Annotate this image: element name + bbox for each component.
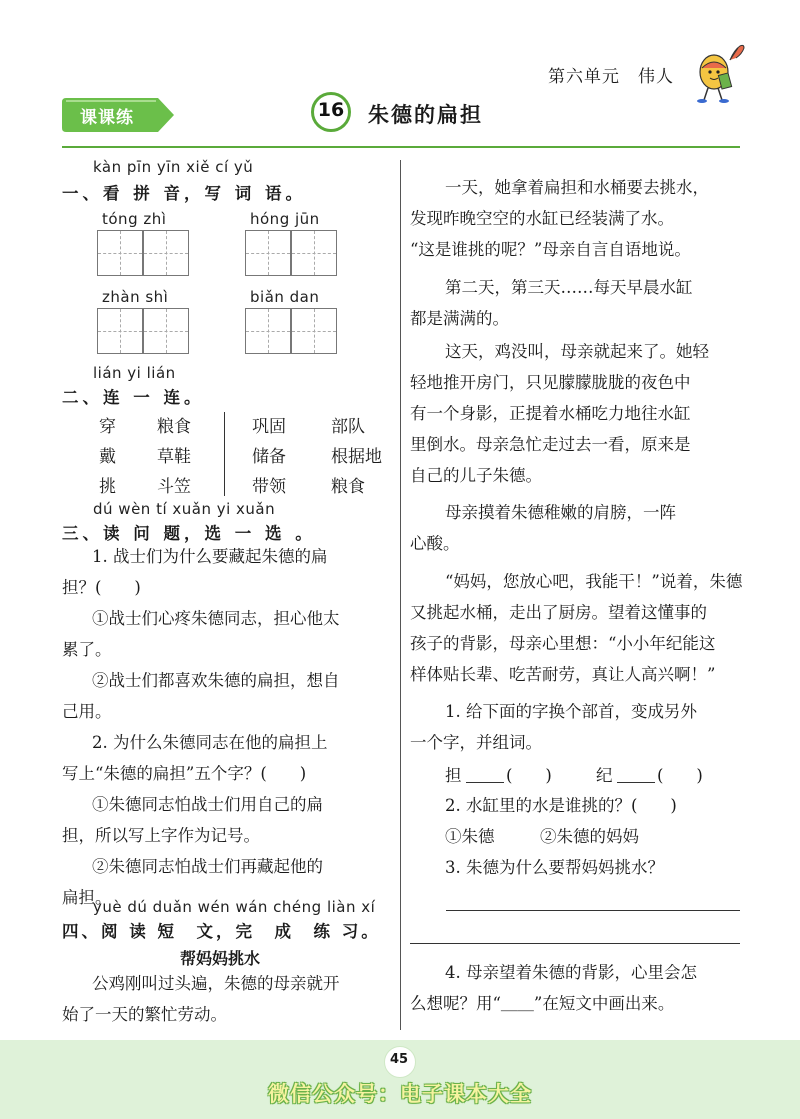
answer-paren[interactable]: ( ) xyxy=(657,766,703,785)
passage-text: 孩子的背影，母亲心里想：“小小年纪能这 xyxy=(410,634,716,653)
match-word[interactable]: 巩固 xyxy=(252,417,286,437)
passage-text: 都是满满的。 xyxy=(410,309,509,328)
passage-text: 轻地推开房门，只见朦朦胧胧的夜色中 xyxy=(410,373,691,392)
match-word[interactable]: 根据地 xyxy=(331,447,382,467)
match-word[interactable]: 粮食 xyxy=(157,417,191,437)
question-text: 1. 给下面的字换个部首，变成另外 xyxy=(445,702,697,721)
answer-paren[interactable]: ( ) xyxy=(506,766,552,785)
option-text: ①朱德 xyxy=(445,827,495,846)
passage-text: 又挑起水桶，走出了厨房。望着这懂事的 xyxy=(410,603,707,622)
radical-char: 纪 xyxy=(596,766,613,785)
answer-line[interactable] xyxy=(446,910,740,911)
writing-box[interactable] xyxy=(143,308,189,354)
option-text: ②朱德的妈妈 xyxy=(540,827,639,846)
column-divider xyxy=(400,160,401,1030)
match-word[interactable]: 部队 xyxy=(331,417,365,437)
passage-text: 这天，鸡没叫，母亲就起来了。她轻 xyxy=(445,342,709,361)
passage-text: “妈妈，您放心吧，我能干！”说着，朱德 xyxy=(445,572,743,591)
writing-box[interactable] xyxy=(97,230,143,276)
match-word[interactable]: 穿 xyxy=(99,417,116,437)
match-word[interactable]: 粮食 xyxy=(331,477,365,497)
writing-box[interactable] xyxy=(97,308,143,354)
passage-text: 有一个身影，正提着水桶吃力地往水缸 xyxy=(410,404,691,423)
section1-title: 一、看 拼 音，写 词 语。 xyxy=(62,184,306,203)
word-pinyin-1: tóng zhì xyxy=(102,210,167,228)
match-word[interactable]: 挑 xyxy=(99,477,116,497)
passage-title: 帮妈妈挑水 xyxy=(180,949,261,968)
option-text: 扁担。 xyxy=(62,888,112,907)
option-text: ①战士们心疼朱德同志，担心他太 xyxy=(92,609,340,628)
question-text: 2. 为什么朱德同志在他的扁担上 xyxy=(92,733,328,752)
option-text: 担，所以写上字作为记号。 xyxy=(62,826,260,845)
section2-title: 二、连 一 连。 xyxy=(62,388,205,407)
match-word[interactable]: 草鞋 xyxy=(157,447,191,467)
passage-text: 一天，她拿着扁担和水桶要去挑水， xyxy=(445,178,709,197)
passage-text: 里倒水。母亲急忙走过去一看，原来是 xyxy=(410,435,691,454)
passage-text: 公鸡刚叫过头遍，朱德的母亲就开 xyxy=(92,974,340,993)
page-number: 45 xyxy=(389,1052,409,1067)
answer-line[interactable] xyxy=(466,782,504,783)
passage-text: “这是谁挑的呢？”母亲自言自语地说。 xyxy=(410,240,691,259)
passage-text: 始了一天的繁忙劳动。 xyxy=(62,1005,227,1024)
writing-box[interactable] xyxy=(245,230,291,276)
passage-text: 自己的儿子朱德。 xyxy=(410,466,542,485)
lesson-number: 16 xyxy=(317,99,345,121)
section4-title: 四、阅 读 短 文，完 成 练 习。 xyxy=(62,922,381,941)
answer-line[interactable] xyxy=(410,943,740,944)
header-divider xyxy=(62,146,740,148)
passage-text: 母亲摸着朱德稚嫩的肩膀，一阵 xyxy=(445,503,676,522)
passage-text: 心酸。 xyxy=(410,534,460,553)
answer-line[interactable] xyxy=(617,782,655,783)
word-pinyin-3: zhàn shì xyxy=(102,288,169,306)
option-text: 累了。 xyxy=(62,640,112,659)
writing-box[interactable] xyxy=(291,308,337,354)
watermark-text: 微信公众号：电子课本大全 xyxy=(268,1082,532,1106)
section1-pinyin: kàn pīn yīn xiě cí yǔ xyxy=(93,158,254,176)
match-divider xyxy=(224,412,225,496)
section3-title: 三、读 问 题，选 一 选 。 xyxy=(62,524,316,543)
passage-text: 发现昨晚空空的水缸已经装满了水。 xyxy=(410,209,674,228)
match-word[interactable]: 带领 xyxy=(252,477,286,497)
section2-pinyin: lián yi lián xyxy=(93,364,176,382)
option-text: 己用。 xyxy=(62,702,112,721)
match-word[interactable]: 斗笠 xyxy=(157,477,191,497)
lesson-badge: 课课练 xyxy=(80,108,134,128)
writing-box[interactable] xyxy=(291,230,337,276)
passage-text: 样体贴长辈、吃苦耐劳，真让人高兴啊！” xyxy=(410,665,716,684)
option-text: ①朱德同志怕战士们用自己的扁 xyxy=(92,795,323,814)
question-text: 一个字，并组词。 xyxy=(410,733,542,752)
match-word[interactable]: 储备 xyxy=(252,447,286,467)
radical-char: 担 xyxy=(445,766,462,785)
match-word[interactable]: 戴 xyxy=(99,447,116,467)
question-text[interactable]: 写上“朱德的扁担”五个字？( ) xyxy=(62,764,307,783)
question-text: 4. 母亲望着朱德的背影，心里会怎 xyxy=(445,963,697,982)
section3-pinyin: dú wèn tí xuǎn yi xuǎn xyxy=(93,500,276,518)
option-text: ②朱德同志怕战士们再藏起他的 xyxy=(92,857,323,876)
question-text: 么想呢？用“＿＿”在短文中画出来。 xyxy=(410,994,675,1013)
question-text: 3. 朱德为什么要帮妈妈挑水？ xyxy=(445,858,664,877)
writing-box[interactable] xyxy=(245,308,291,354)
writing-box[interactable] xyxy=(143,230,189,276)
option-text: ②战士们都喜欢朱德的扁担，想自 xyxy=(92,671,340,690)
section4-pinyin: yuè dú duǎn wén wán chéng liàn xí xyxy=(93,898,376,916)
unit-label: 第六单元 伟人 xyxy=(548,67,674,87)
mascot-illustration xyxy=(690,42,746,104)
question-text[interactable]: 2. 水缸里的水是谁挑的？( ) xyxy=(445,796,677,815)
passage-text: 第二天，第三天……每天早晨水缸 xyxy=(445,278,693,297)
question-text[interactable]: 担？( ) xyxy=(62,578,141,597)
word-pinyin-4: biǎn dan xyxy=(250,288,320,306)
lesson-title: 朱德的扁担 xyxy=(368,103,483,127)
word-pinyin-2: hóng jūn xyxy=(250,210,320,228)
question-text: 1. 战士们为什么要藏起朱德的扁 xyxy=(92,547,328,566)
